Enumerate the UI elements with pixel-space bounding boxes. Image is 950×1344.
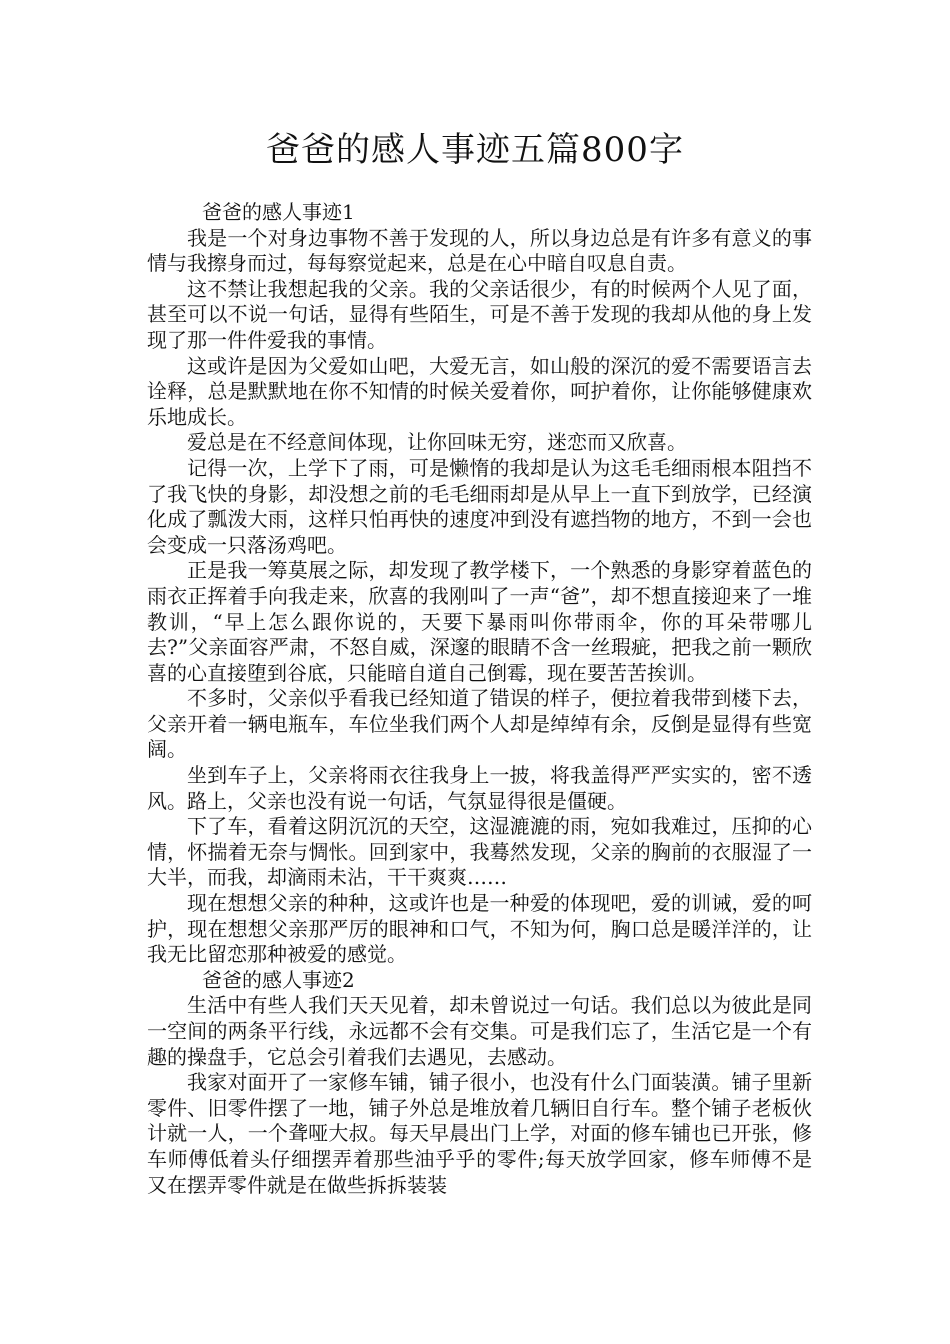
paragraph: 生活中有些人我们天天见着，却未曾说过一句话。我们总以为彼此是同一空间的两条平行线，永远都不会有交集。可是我们忘了，生活它是一个有趣的操盘手，它总会引着我们去遇见，去感动。 <box>147 993 812 1069</box>
paragraph: 我是一个对身边事物不善于发现的人，所以身边总是有许多有意义的事情与我擦身而过，每每察觉起来，总是在心中暗自叹息自责。 <box>147 225 812 276</box>
paragraph: 爱总是在不经意间体现，让你回味无穷，迷恋而又欣喜。 <box>187 430 687 455</box>
paragraph: 这不禁让我想起我的父亲。我的父亲话很少，有的时候两个人见了面，甚至可以不说一句话，显得有些陌生，可是不善于发现的我却从他的身上发现了那一件件爱我的事情。 <box>147 276 812 352</box>
paragraph: 坐到车子上，父亲将雨衣往我身上一披，将我盖得严严实实的，密不透风。路上，父亲也没有说一句话，气氛显得很是僵硬。 <box>147 763 812 813</box>
section-heading: 爸爸的感人事迹1 <box>202 200 355 224</box>
paragraph: 现在想想父亲的种种，这或许也是一种爱的体现吧，爱的训诫，爱的呵护，现在想想父亲那严厉的眼神和口气，不知为何，胸口总是暖洋洋的，让我无比留恋那种被爱的感觉。 <box>147 891 812 967</box>
section-heading: 爸爸的感人事迹2 <box>202 967 355 992</box>
article-body <box>147 200 812 1198</box>
page-title: 爸爸的感人事迹五篇800字 <box>266 130 684 170</box>
paragraph: 正是我一筹莫展之际，却发现了教学楼下，一个熟悉的身影穿着蓝色的雨衣正挥着手向我走来，欣喜的我刚叫了一声“爸”，却不想直接迎来了一堆教训，“早上怎么跟你说的，天要下暴雨叫你带雨伞，你的耳朵带哪儿去?”父亲面容严肃，不怒自威，深邃的眼睛不含一丝瑕疵，把我之前一颗欣喜的心直接堕到谷底，只能暗自道自己倒霉，现在要苦苦挨训。 <box>147 558 812 685</box>
paragraph: 不多时，父亲似乎看我已经知道了错误的样子，便拉着我带到楼下去，父亲开着一辆电瓶车，车位坐我们两个人却是绰绰有余，反倒是显得有些宽阔。 <box>147 686 812 762</box>
paragraph: 下了车，看着这阴沉沉的天空，这湿漉漉的雨，宛如我难过，压抑的心情，怀揣着无奈与惆怅。回到家中，我蓦然发现，父亲的胸前的衣服湿了一大半，而我，却滴雨未沾，干干爽爽…… <box>147 814 812 890</box>
paragraph: 记得一次，上学下了雨，可是懒惰的我却是认为这毛毛细雨根本阻挡不了我飞快的身影，却没想之前的毛毛细雨却是从早上一直下到放学，已经演化成了瓢泼大雨，这样只怕再快的速度冲到没有遮挡物的地方，不到一会也会变成一只落汤鸡吧。 <box>147 455 812 557</box>
paragraph: 这或许是因为父爱如山吧，大爱无言，如山般的深沉的爱不需要语言去诠释，总是默默地在你不知情的时候关爱着你，呵护着你，让你能够健康欢乐地成长。 <box>147 353 812 429</box>
paragraph: 我家对面开了一家修车铺，铺子很小，也没有什么门面装潢。铺子里新零件、旧零件摆了一地，铺子外总是堆放着几辆旧自行车。整个铺子老板伙计就一人，一个聋哑大叔。每天早晨出门上学，对面的修车铺也已开张，修车师傅低着头仔细摆弄着那些油乎乎的零件;每天放学回家，修车师傅不是又在摆弄零件就是在做些拆拆装装 <box>147 1070 812 1197</box>
